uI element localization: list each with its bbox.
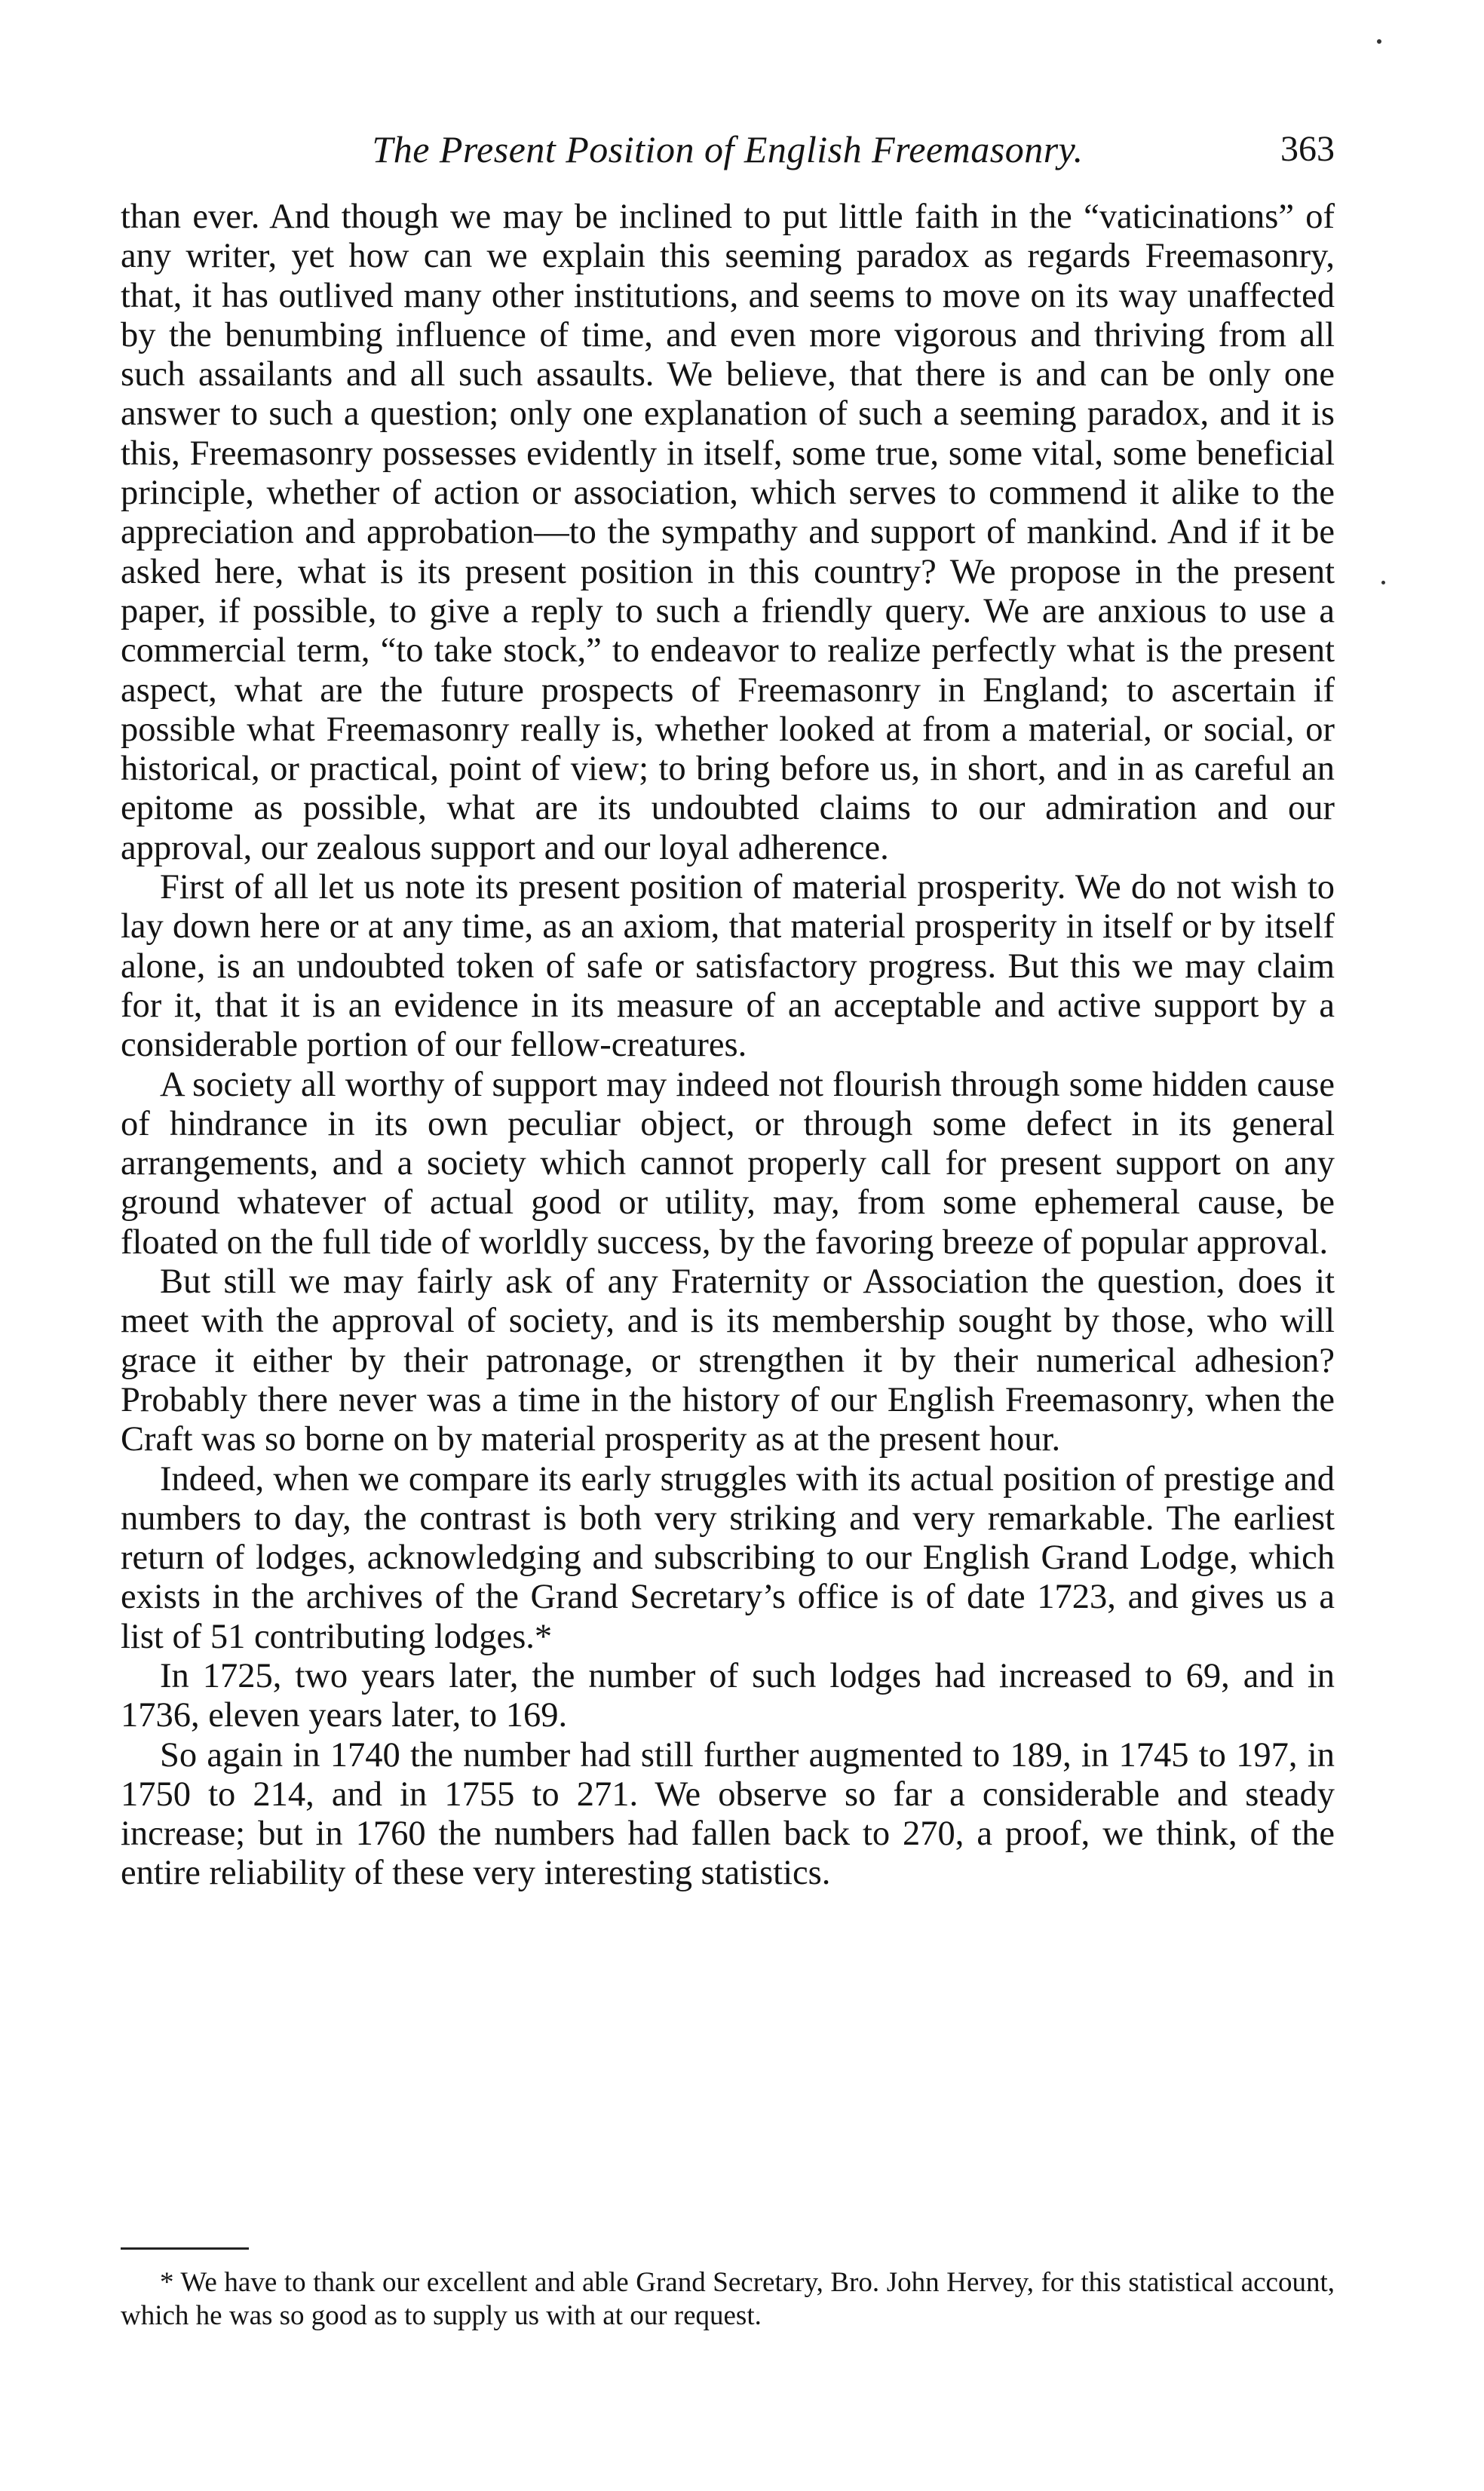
paragraph-continued: than ever. And though we may be inclined to put little faith in the “vaticinations” of any writer, yet how can we explain this seeming paradox as regards Freemasonry, that, it has outlived many other institutions, and seems to move on its way unaffected by the benumbing influence of time, and even more vigorous and thriving from all such assailants and all such assaults. We believe, that there is and can be only one answer to such a question; only one explanation of such a seeming paradox, and it is this, Freemasonry possesses evidently in itself, some true, some vital, some beneficial principle, whether of action or association, which serves to commend it alike to the appreciation and approbation—to the sympathy and support of mankind. And if it be asked here, what is its present position in this country? We propose in the present paper, if possible, to give a reply to such a friendly query. We are anxious to use a commercial term, “to take stock,” to endeavor to realize perfectly what is the present aspect, what are the future prospects of Freemasonry in England; to ascertain if possible what Freemasonry really is, whether looked at from a material, or social, or historical, or practical, point of view; to bring before us, in short, and in as careful an epitome as possible, what are its undoubted claims to our admiration and our approval, our zealous support and our loyal adherence.	[121, 198, 1335, 867]
scan-speck	[1381, 581, 1385, 584]
footnote-rule	[121, 2247, 249, 2250]
page-header	[121, 127, 1335, 179]
paragraph-1740: So again in 1740 the number had still further augmented to 189, in 1745 to 197, in 1750 to 214, and in 1755 to 271. We observe so far a considerable and steady increase; but in 1760 the numbers had fallen back to 270, a proof, we think, of the entire reliability of these very interesting statistics.	[121, 1735, 1335, 1893]
paragraph-material-prosperity: First of all let us note its present position of material prosperity. We do not wish to lay down here or at any time, as an axiom, that material prosperity in itself or by itself alone, is an undoubted token of safe or satisfactory progress. But this we may claim for it, that it is an evidence in its measure of an acceptable and active support by a considerable portion of our fellow-creatures.	[121, 868, 1335, 1065]
body-text	[121, 198, 1335, 1894]
paragraph-society-support: A society all worthy of support may indeed not flourish through some hidden cause of hindrance in its own peculiar object, or through some defect in its general arrangements, and a society which cannot properly call for present support on any ground whatever of actual good or utility, may, from some ephemeral cause, be floated on the full tide of worldly success, by the favoring breeze of popular approval.	[121, 1065, 1335, 1262]
page-number: 363	[1280, 129, 1335, 169]
paragraph-fraternity-question: But still we may fairly ask of any Fraternity or Association the question, does it meet with the approval of society, and is its membership sought by those, who will grace it either by their patronage, or strengthen it by their numerical adhesion? Probably there never was a time in the history of our English Freemasonry, when the Craft was so borne on by material prosperity as at the present hour.	[121, 1262, 1335, 1459]
scan-speck	[1377, 39, 1381, 44]
footnote: * We have to thank our excellent and able Grand Secretary, Bro. John Hervey, for this statistical account, which he was so good as to supply us with at our request.	[121, 2267, 1335, 2331]
paragraph-early-struggles: Indeed, when we compare its early struggles with its actual position of prestige and numbers to day, the contrast is both very striking and very remarkable. The earliest return of lodges, acknowledging and subscribing to our English Grand Lodge, which exists in the archives of the Grand Secretary’s office is of date 1723, and gives us a list of 51 contributing lodges.*	[121, 1459, 1335, 1656]
running-title: The Present Position of English Freemasonry.	[372, 128, 1084, 170]
paragraph-1725: In 1725, two years later, the number of such lodges had increased to 69, and in 1736, eleven years later, to 169.	[121, 1656, 1335, 1735]
